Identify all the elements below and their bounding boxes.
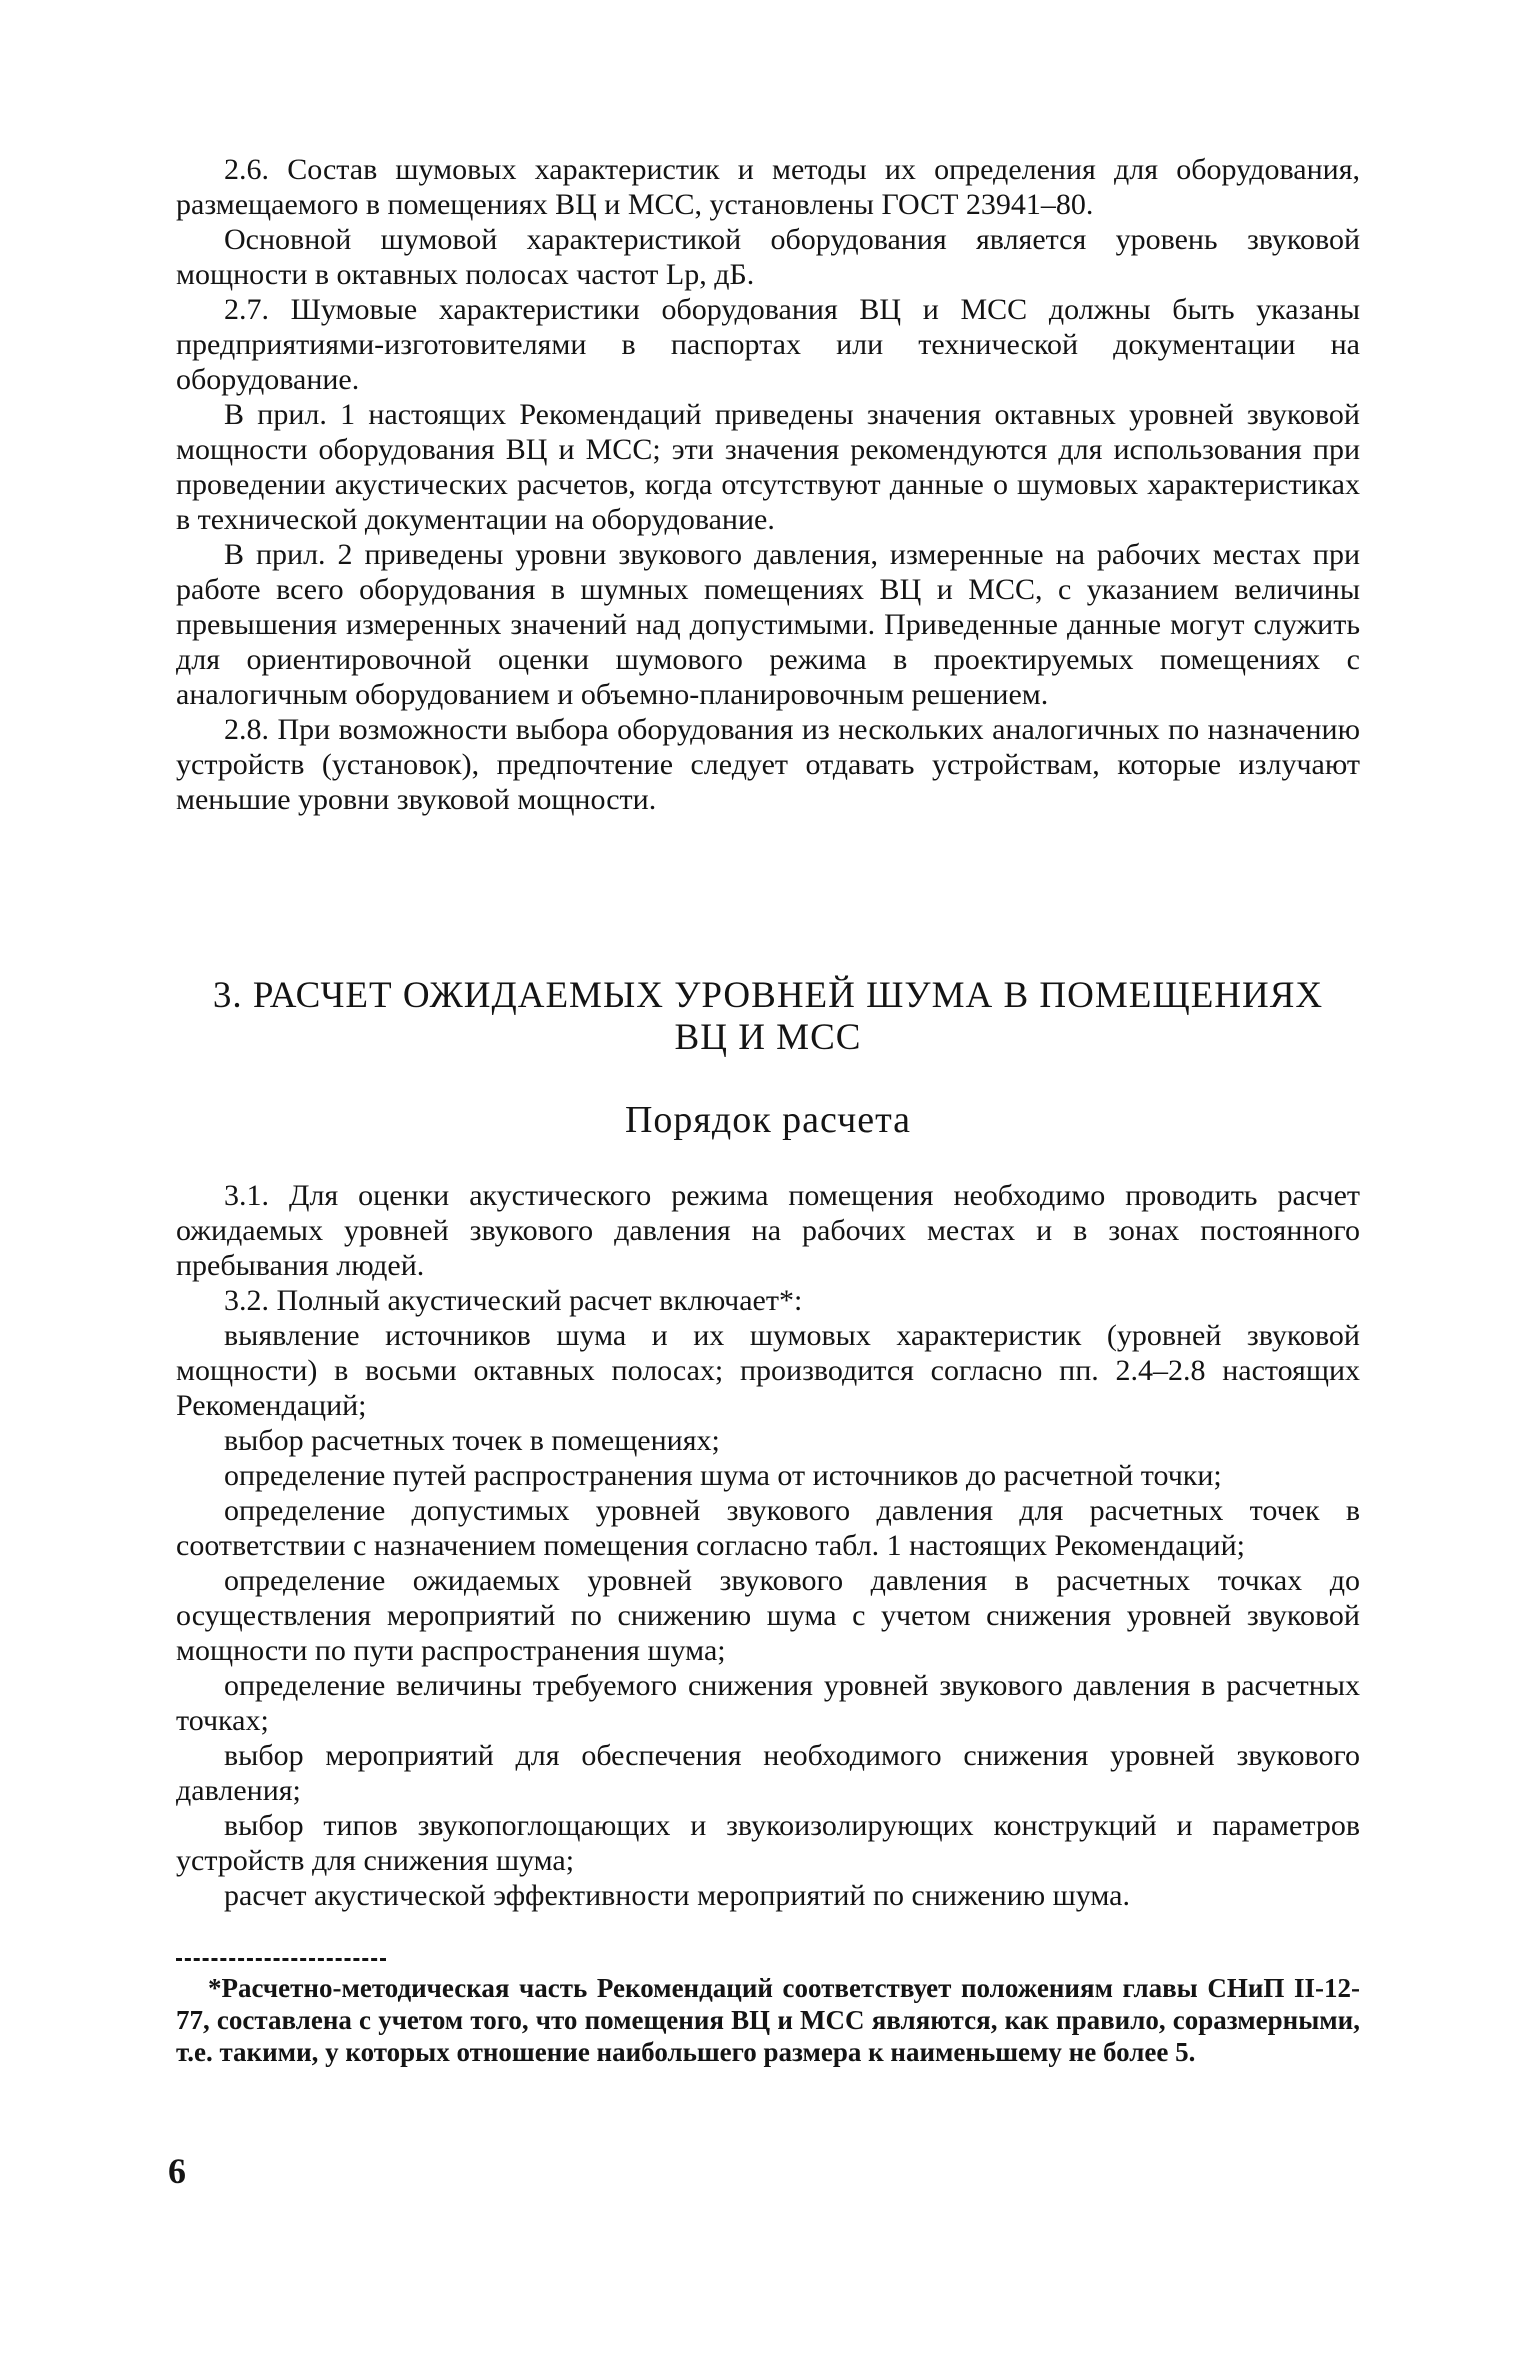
page-number: 6 <box>168 2151 186 2191</box>
paragraph-2-7: 2.7. Шумовые характеристики оборудования ВЦ и МСС должны быть указаны предприятиями-изготовителями в паспортах или технической документации на оборудование. <box>176 293 1360 396</box>
paragraph-3-2: 3.2. Полный акустический расчет включает*: <box>224 1284 803 1317</box>
list-item: расчет акустической эффективности мероприятий по снижению шума. <box>224 1879 1130 1912</box>
paragraph-appendix-2: В прил. 2 приведены уровни звукового давления, измеренные на рабочих местах при работе всего оборудования в шумных помещениях ВЦ и МСС, с указанием величины превышения измеренных значений над допустимыми. Приведенные данные могут служить для ориентировочной оценки шумового режима в проектируемых помещениях с аналогичным оборудованием и объемно-планировочным решением. <box>176 538 1360 711</box>
paragraph-3-1: 3.1. Для оценки акустического режима помещения необходимо проводить расчет ожидаемых уровней звукового давления на рабочих местах и в зонах постоянного пребывания людей. <box>176 1179 1360 1282</box>
list-item: выявление источников шума и их шумовых характеристик (уровней звуковой мощности) в восьми октавных полосах; производится согласно пп. 2.4–2.8 настоящих Рекомендаций; <box>176 1319 1360 1422</box>
footnote-divider <box>176 1958 386 1961</box>
paragraph-appendix-1: В прил. 1 настоящих Рекомендаций приведены значения октавных уровней звуковой мощности оборудования ВЦ и МСС; эти значения рекомендуются для использования при проведении акустических расчетов, когда отсутствуют данные о шумовых характеристиках в технической документации на оборудование. <box>176 398 1360 536</box>
list-item: выбор типов звукопоглощающих и звукоизолирующих конструкций и параметров устройств для снижения шума; <box>176 1809 1360 1877</box>
list-item: определение ожидаемых уровней звукового давления в расчетных точках до осуществления мероприятий по снижению шума с учетом снижения уровней звуковой мощности по пути распространения шума; <box>176 1564 1360 1667</box>
paragraph-2-6: 2.6. Состав шумовых характеристик и методы их определения для оборудования, размещаемого в помещениях ВЦ и МСС, установлены ГОСТ 23941–80. <box>176 153 1360 221</box>
list-item: определение путей распространения шума от источников до расчетной точки; <box>224 1459 1222 1492</box>
list-item: определение величины требуемого снижения уровней звукового давления в расчетных точках; <box>176 1669 1360 1737</box>
list-item: выбор мероприятий для обеспечения необходимого снижения уровней звукового давления; <box>176 1739 1360 1807</box>
list-item: выбор расчетных точек в помещениях; <box>224 1424 720 1457</box>
paragraph-2-8: 2.8. При возможности выбора оборудования из нескольких аналогичных по назначению устройств (установок), предпочтение следует отдавать устройствам, которые излучают меньшие уровни звуковой мощности. <box>176 713 1360 816</box>
top-text-block <box>176 152 1360 817</box>
section-title-line-1: 3. РАСЧЕТ ОЖИДАЕМЫХ УРОВНЕЙ ШУМА В ПОМЕЩЕНИЯХ <box>212 975 1324 1016</box>
paragraph-main-characteristic: Основной шумовой характеристикой оборудования является уровень звуковой мощности в октавных полосах частот Lр, дБ. <box>176 223 1360 291</box>
section-text-block <box>176 1178 1360 1913</box>
subheading: Порядок расчета <box>624 1099 912 1141</box>
section-title-line-2: ВЦ И МСС <box>674 1017 862 1058</box>
list-item: определение допустимых уровней звукового давления для расчетных точек в соответствии с назначением помещения согласно табл. 1 настоящих Рекомендаций; <box>176 1494 1360 1562</box>
footnote: *Расчетно-методическая часть Рекомендаций соответствует положениям главы СНиП II-12-77, составлена с учетом того, что помещения ВЦ и МСС являются, как правило, соразмерными, т.е. такими, у которых отношение наибольшего размера к наименьшему не более 5. <box>176 1973 1360 2067</box>
